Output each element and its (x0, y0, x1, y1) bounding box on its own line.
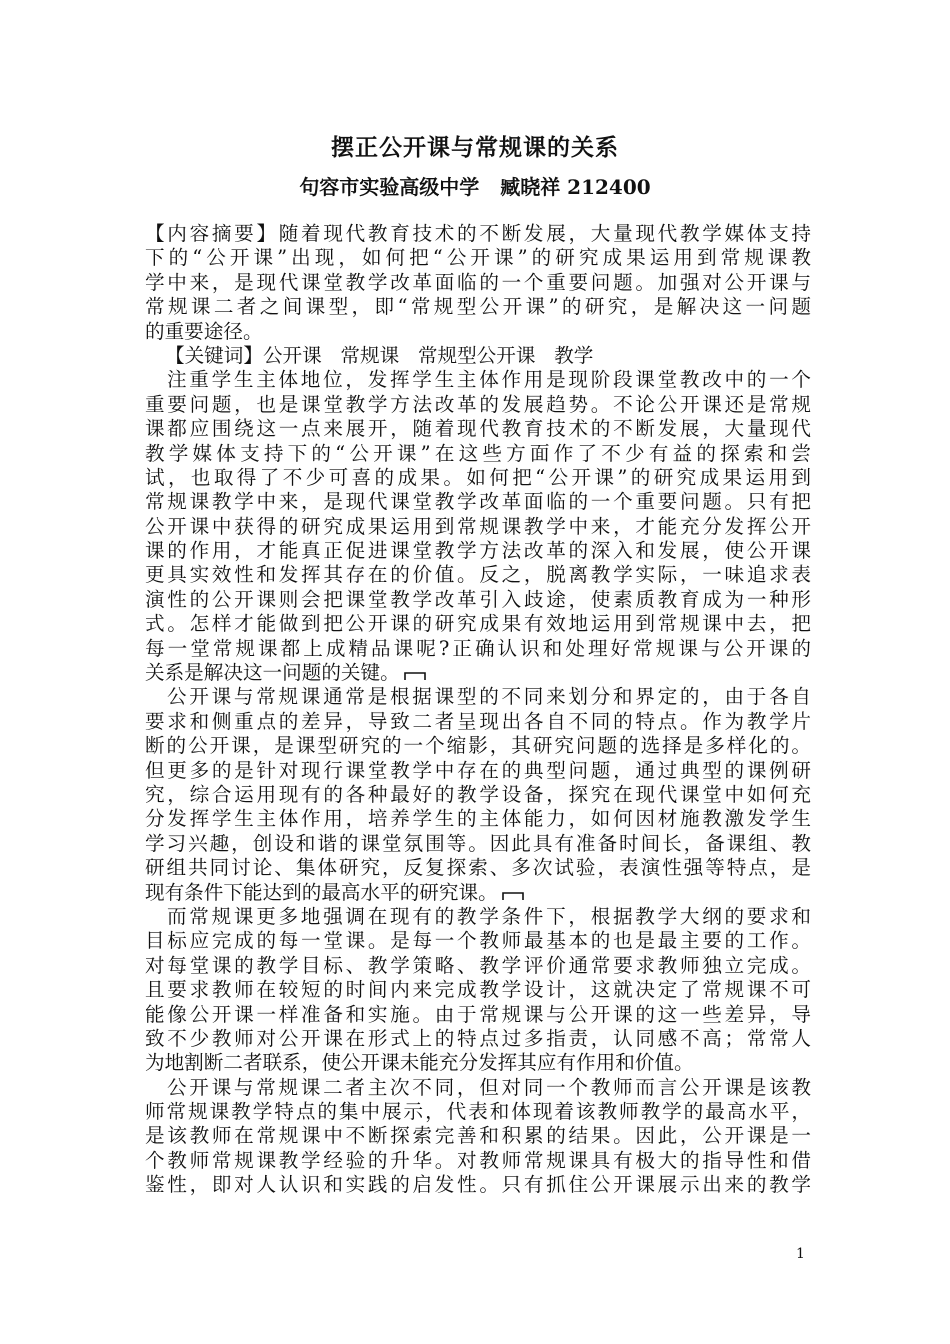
paragraph-line: 分发挥学生主体作用，培养学生的主体能力，如何因材施教激发学生 (145, 807, 811, 831)
paragraph-line: 课都应围绕这一点来展开，随着现代教育技术的不断发展，大量现代 (145, 417, 811, 441)
paragraph-line: 但更多的是针对现行课堂教学中存在的典型问题，通过典型的课例研 (145, 758, 811, 782)
paragraph-line: 公开课与常规课通常是根据课型的不同来划分和界定的，由于各自 (167, 685, 811, 709)
paragraph-line: 致不少教师对公开课在形式上的特点过多指责，认同感不高；常常人 (145, 1026, 811, 1050)
paragraph-line: 公开课中获得的研究成果运用到常规课教学中来，才能充分发挥公开 (145, 514, 811, 538)
paragraph-line: 师常规课教学特点的集中展示，代表和体现着该教师教学的最高水平， (145, 1100, 811, 1124)
paragraph-line: 重要问题，也是课堂教学方法改革的发展趋势。不论公开课还是常规 (145, 392, 811, 416)
paragraph-line: 研组共同讨论、集体研究，反复探索、多次试验，表演性强等特点，是 (145, 856, 811, 880)
paragraph-line: 究，综合运用现有的各种最好的教学设备，探究在现代课堂中如何充 (145, 782, 811, 806)
paragraph-line: 式。怎样才能做到把公开课的研究成果有效地运用到常规课中去，把 (145, 612, 811, 636)
abstract-section (145, 222, 811, 344)
paragraph-line: 断的公开课，是课型研究的一个缩影，其研究问题的选择是多样化的。 (145, 734, 811, 758)
abstract-line: 【内容摘要】随着现代教育技术的不断发展，大量现代教学媒体支持 (145, 222, 811, 245)
abstract-line: 下的“公开课”出现，如何把“公开课”的研究成果运用到常规课教 (145, 246, 811, 270)
document-title: 摆正公开课与常规课的关系 (331, 134, 619, 161)
paragraph-line: 能像公开课一样准备和实施。由于常规课与公开课的这一些差异，导 (145, 1002, 811, 1026)
paragraph-mark-icon (404, 671, 426, 681)
keywords-line (145, 344, 811, 368)
paragraph-line-text: 关系是解决这一问题的关键。 (145, 661, 400, 685)
paragraph-1 (145, 368, 811, 685)
paragraph-line: 演性的公开课则会把课堂教学改革引入歧途，使素质教育成为一种形 (145, 587, 811, 611)
paragraph-4 (145, 1076, 811, 1198)
paragraph-line: 要求和侧重点的差异，导致二者呈现出各自不同的特点。作为教学片 (145, 709, 811, 733)
paragraph-line: 更具实效性和发挥其存在的价值。反之，脱离教学实际，一味追求表 (145, 563, 811, 587)
paragraph-line: 目标应完成的每一堂课。是每一个教师最基本的也是最主要的工作。 (145, 929, 811, 953)
paragraph-3 (145, 905, 811, 1076)
paragraph-line-text: 现有条件下能达到的最高水平的研究课。 (145, 880, 498, 904)
abstract-line: 的重要途径。 (145, 319, 263, 343)
paragraph-line: 试，也取得了不少可喜的成果。如何把“公开课”的研究成果运用到 (145, 465, 811, 489)
paragraph-line: 是该教师在常规课中不断探索完善和积累的结果。因此，公开课是一 (145, 1124, 811, 1148)
abstract-line: 常规课二者之间课型，即“常规型公开课”的研究，是解决这一问题 (145, 295, 811, 319)
paragraph-line: 而常规课更多地强调在现有的教学条件下，根据教学大纲的要求和 (167, 904, 811, 928)
author-line: 句容市实验高级中学 臧晓祥 212400 (299, 175, 651, 199)
document-body (145, 222, 811, 1198)
abstract-line: 学中来，是现代课堂教学改革面临的一个重要问题。加强对公开课与 (145, 270, 811, 294)
paragraph-mark-icon (502, 891, 524, 901)
paragraph-2 (145, 685, 811, 905)
paragraph-line: 每一堂常规课都上成精品课呢?正确认识和处理好常规课与公开课的 (145, 636, 811, 660)
paragraph-last-line (145, 661, 811, 685)
paragraph-line: 学习兴趣，创设和谐的课堂氛围等。因此具有准备时间长，备课组、教 (145, 831, 811, 855)
paragraph-line: 且要求教师在较短的时间内来完成教学设计，这就决定了常规课不可 (145, 978, 811, 1002)
paragraph-line: 鉴性，即对人认识和实践的启发性。只有抓住公开课展示出来的教学 (145, 1173, 811, 1197)
paragraph-line: 常规课教学中来，是现代课堂教学改革面临的一个重要问题。只有把 (145, 490, 811, 514)
paragraph-line: 对每堂课的教学目标、教学策略、教学评价通常要求教师独立完成。 (145, 953, 811, 977)
paragraph-line: 为地割断二者联系，使公开课未能充分发挥其应有作用和价值。 (145, 1051, 694, 1075)
keywords-text: 【关键词】公开课 常规课 常规型公开课 教学 (165, 343, 594, 367)
paragraph-line: 公开课与常规课二者主次不同，但对同一个教师而言公开课是该教 (167, 1075, 811, 1099)
page-number: 1 (796, 1246, 805, 1262)
paragraph-line: 个教师常规课教学经验的升华。对教师常规课具有极大的指导性和借 (145, 1148, 811, 1172)
paragraph-last-line (145, 881, 811, 905)
paragraph-line: 注重学生主体地位，发挥学生主体作用是现阶段课堂教改中的一个 (167, 368, 811, 392)
paragraph-line: 教学媒体支持下的“公开课”在这些方面作了不少有益的探索和尝 (145, 441, 811, 465)
paragraph-line: 课的作用，才能真正促进课堂教学方法改革的深入和发展，使公开课 (145, 539, 811, 563)
